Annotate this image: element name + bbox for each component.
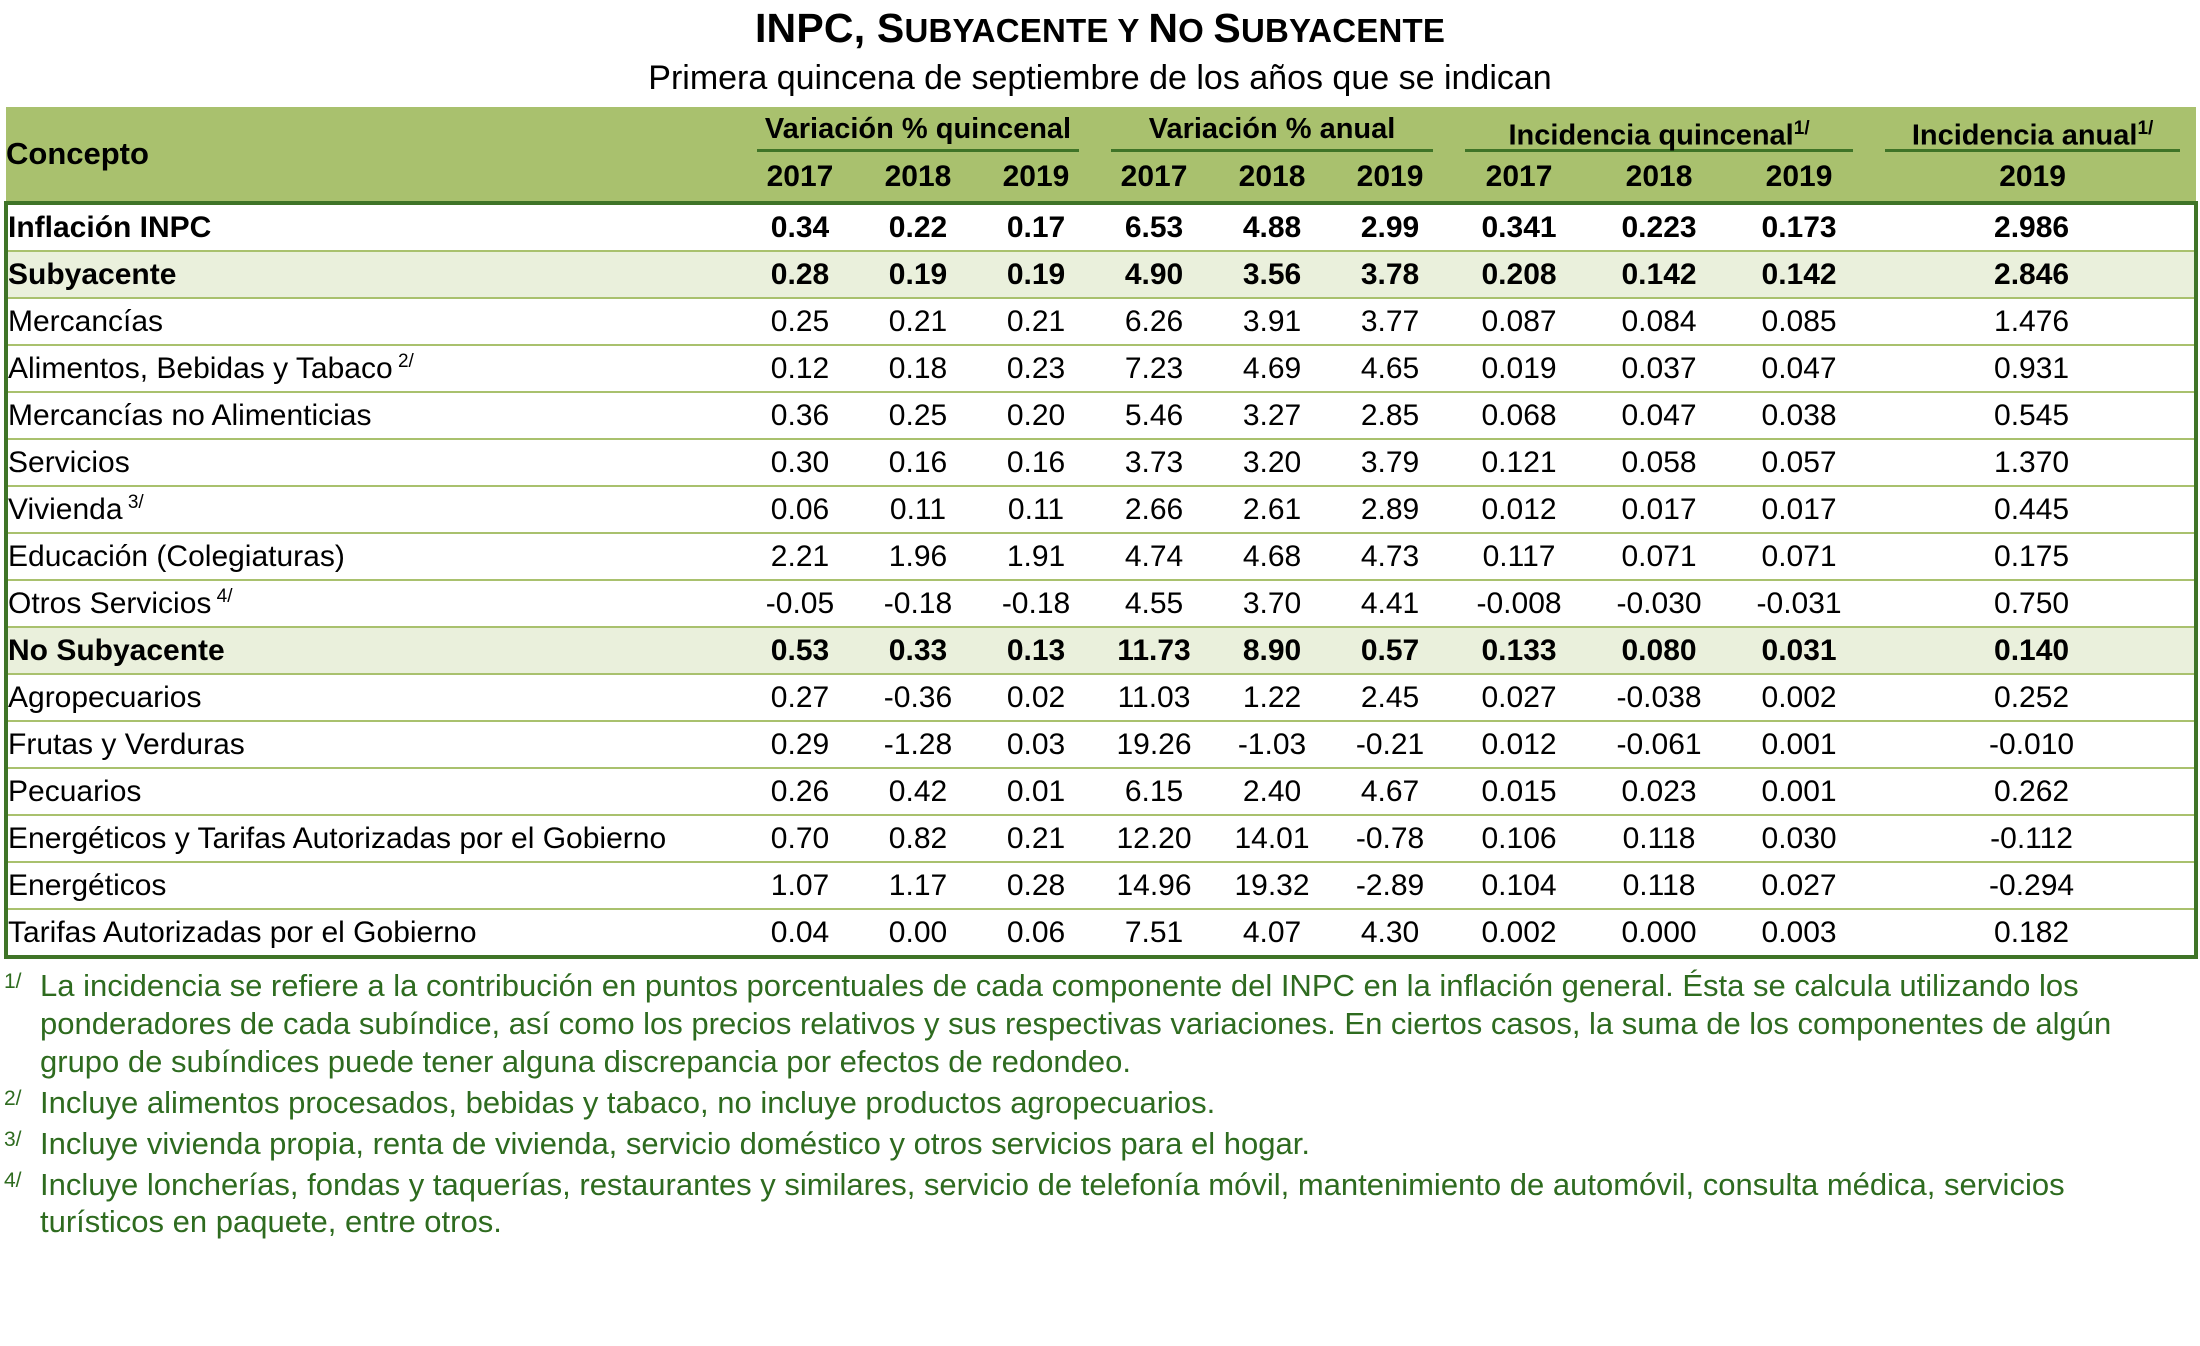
table-cell: 4.88	[1213, 203, 1331, 251]
table-cell: 2.99	[1331, 203, 1449, 251]
table-cell: 3.70	[1213, 580, 1331, 627]
table-cell: 0.058	[1589, 439, 1729, 486]
table-cell: 4.07	[1213, 909, 1331, 957]
table-cell: 4.74	[1095, 533, 1213, 580]
table-row	[6, 203, 2196, 251]
table-cell: 19.26	[1095, 721, 1213, 768]
row-label	[6, 580, 741, 627]
table-cell: 0.25	[859, 392, 977, 439]
row-label-text: Subyacente	[8, 257, 177, 291]
table-cell: -0.061	[1589, 721, 1729, 768]
group-header-variacion-quincenal: Variación % quincenal	[741, 107, 1095, 153]
table-cell: 2.986	[1869, 203, 2196, 251]
table-row	[6, 674, 2196, 721]
table-cell: 5.46	[1095, 392, 1213, 439]
footnote-marker: 3/	[122, 492, 144, 514]
row-label	[6, 815, 741, 862]
table-cell: 0.28	[977, 862, 1095, 909]
table-cell: 0.02	[977, 674, 1095, 721]
table-row	[6, 815, 2196, 862]
table-cell: 0.20	[977, 392, 1095, 439]
table-cell: 1.476	[1869, 298, 2196, 345]
table-cell: 0.22	[859, 203, 977, 251]
table-cell: -2.89	[1331, 862, 1449, 909]
footnote-item	[4, 1084, 2194, 1122]
table-cell: 0.057	[1729, 439, 1869, 486]
table-cell: 0.015	[1449, 768, 1589, 815]
table-cell: 0.341	[1449, 203, 1589, 251]
page-subtitle: Primera quincena de septiembre de los años que se indican	[648, 59, 1552, 98]
table-cell: 0.133	[1449, 627, 1589, 674]
table-cell: -0.05	[741, 580, 859, 627]
table-cell: 0.019	[1449, 345, 1589, 392]
table-cell: 3.78	[1331, 251, 1449, 298]
table-cell: 2.21	[741, 533, 859, 580]
footnote-text: Incluye vivienda propia, renta de vivienda, servicio doméstico y otros servicios para el hogar.	[40, 1125, 1310, 1161]
table-cell: 0.117	[1449, 533, 1589, 580]
footnote-item	[4, 1166, 2194, 1242]
table-row	[6, 768, 2196, 815]
title-part-inpc: INPC,	[754, 5, 866, 51]
table-cell: 2.61	[1213, 486, 1331, 533]
table-cell: 11.73	[1095, 627, 1213, 674]
row-label-text: Agropecuarios	[8, 680, 202, 714]
table-cell: 0.017	[1729, 486, 1869, 533]
table-cell: 0.106	[1449, 815, 1589, 862]
table-cell: 14.96	[1095, 862, 1213, 909]
table-cell: -0.36	[859, 674, 977, 721]
table-cell: 0.30	[741, 439, 859, 486]
row-label	[6, 721, 741, 768]
table-cell: 0.750	[1869, 580, 2196, 627]
table-cell: 0.002	[1449, 909, 1589, 957]
table-cell: 0.037	[1589, 345, 1729, 392]
footnote-item	[4, 967, 2194, 1080]
table-cell: 0.047	[1729, 345, 1869, 392]
column-header-concepto: Concepto	[6, 107, 741, 203]
table-cell: 4.41	[1331, 580, 1449, 627]
table-cell: 0.002	[1729, 674, 1869, 721]
row-label	[6, 862, 741, 909]
column-header-inc-quincenal-2018: 2018	[1589, 153, 1729, 203]
table-cell: 0.223	[1589, 203, 1729, 251]
table-cell: 0.445	[1869, 486, 2196, 533]
table-cell: 8.90	[1213, 627, 1331, 674]
table-cell: 0.118	[1589, 862, 1729, 909]
table-cell: 3.56	[1213, 251, 1331, 298]
table-cell: 6.26	[1095, 298, 1213, 345]
table-cell: 0.06	[977, 909, 1095, 957]
table-cell: 3.73	[1095, 439, 1213, 486]
table-cell: 7.23	[1095, 345, 1213, 392]
table-row	[6, 721, 2196, 768]
row-label-text: Mercancías	[8, 304, 164, 338]
table-cell: 0.012	[1449, 721, 1589, 768]
table-cell: 0.21	[977, 298, 1095, 345]
table-cell: 3.20	[1213, 439, 1331, 486]
table-row	[6, 580, 2196, 627]
footnote-text: Incluye loncherías, fondas y taquerías, restaurantes y similares, servicio de telefonía móvil, mantenimiento de automóvil, consulta médica, servicios turísticos en paquete, entre otros.	[40, 1166, 2065, 1240]
footnote-marker: 3/	[4, 1127, 22, 1151]
table-cell: 0.26	[741, 768, 859, 815]
table-cell: 0.027	[1729, 862, 1869, 909]
table-cell: 1.22	[1213, 674, 1331, 721]
column-header-inc-quincenal-2017: 2017	[1449, 153, 1589, 203]
table-cell: 0.001	[1729, 721, 1869, 768]
table-cell: -0.010	[1869, 721, 2196, 768]
table-cell: 6.15	[1095, 768, 1213, 815]
row-label	[6, 392, 741, 439]
table-cell: 0.121	[1449, 439, 1589, 486]
footnote-marker: 1/	[4, 970, 22, 994]
table-row	[6, 298, 2196, 345]
row-label-text: Pecuarios	[8, 774, 142, 808]
table-cell: 11.03	[1095, 674, 1213, 721]
table-cell: 0.000	[1589, 909, 1729, 957]
table-cell: 0.03	[977, 721, 1095, 768]
table-cell: 0.57	[1331, 627, 1449, 674]
table-row	[6, 627, 2196, 674]
table-cell: -1.03	[1213, 721, 1331, 768]
table-cell: -0.18	[859, 580, 977, 627]
row-label	[6, 674, 741, 721]
row-label-text: Educación (Colegiaturas)	[8, 539, 345, 573]
table-cell: 0.085	[1729, 298, 1869, 345]
table-cell: -1.28	[859, 721, 977, 768]
column-header-quincenal-2018: 2018	[859, 153, 977, 203]
column-header-quincenal-2019: 2019	[977, 153, 1095, 203]
table-cell: 4.68	[1213, 533, 1331, 580]
table-cell: 6.53	[1095, 203, 1213, 251]
table-cell: 0.16	[859, 439, 977, 486]
table-cell: 0.00	[859, 909, 977, 957]
row-label-text: Tarifas Autorizadas por el Gobierno	[8, 915, 477, 949]
table-cell: 0.16	[977, 439, 1095, 486]
table-cell: 0.001	[1729, 768, 1869, 815]
table-cell: 12.20	[1095, 815, 1213, 862]
table-cell: 0.142	[1589, 251, 1729, 298]
row-label-text: No Subyacente	[8, 633, 225, 667]
table-cell: 0.19	[859, 251, 977, 298]
table-cell: 2.85	[1331, 392, 1449, 439]
table-cell: 14.01	[1213, 815, 1331, 862]
table-row	[6, 909, 2196, 957]
table-cell: -0.294	[1869, 862, 2196, 909]
row-label	[6, 627, 741, 674]
row-label	[6, 203, 741, 251]
row-label	[6, 768, 741, 815]
title-part-subyacente: SUBYACENTE	[876, 5, 1109, 51]
table-cell: 0.18	[859, 345, 977, 392]
row-label-text: Otros Servicios	[8, 587, 212, 621]
table-cell: 0.06	[741, 486, 859, 533]
footnote-text: Incluye alimentos procesados, bebidas y tabaco, no incluye productos agropecuarios.	[40, 1084, 1216, 1120]
row-label-text: Energéticos	[8, 868, 167, 902]
table-cell: 0.33	[859, 627, 977, 674]
table-cell: 0.70	[741, 815, 859, 862]
table-cell: -0.038	[1589, 674, 1729, 721]
table-cell: 0.175	[1869, 533, 2196, 580]
column-header-anual-2017: 2017	[1095, 153, 1213, 203]
table-cell: 0.173	[1729, 203, 1869, 251]
footnote-marker-1b: 1/	[2137, 117, 2154, 139]
table-row	[6, 251, 2196, 298]
table-cell: 0.34	[741, 203, 859, 251]
row-label	[6, 533, 741, 580]
footnotes	[4, 967, 2194, 1241]
row-label	[6, 486, 741, 533]
table-cell: 0.003	[1729, 909, 1869, 957]
footnote-marker-1: 1/	[1793, 117, 1810, 139]
title-part-no: NO	[1148, 5, 1214, 51]
table-cell: 0.11	[977, 486, 1095, 533]
table-cell: 4.30	[1331, 909, 1449, 957]
table-row	[6, 862, 2196, 909]
inpc-table	[4, 107, 2198, 959]
row-label-text: Alimentos, Bebidas y Tabaco	[8, 352, 393, 386]
table-cell: 0.068	[1449, 392, 1589, 439]
table-cell: 0.13	[977, 627, 1095, 674]
column-header-anual-2019: 2019	[1331, 153, 1449, 203]
table-cell: 0.21	[859, 298, 977, 345]
table-cell: 0.038	[1729, 392, 1869, 439]
row-label	[6, 251, 741, 298]
table-cell: 0.19	[977, 251, 1095, 298]
column-header-inc-quincenal-2019: 2019	[1729, 153, 1869, 203]
footnote-marker: 2/	[392, 351, 414, 373]
row-label-text: Frutas y Verduras	[8, 727, 245, 761]
table-cell: 0.29	[741, 721, 859, 768]
title-part-subyacente-2: SUBYACENTE	[1213, 5, 1446, 51]
table-cell: 0.031	[1729, 627, 1869, 674]
table-cell: 2.846	[1869, 251, 2196, 298]
row-label	[6, 909, 741, 957]
footnote-marker: 4/	[4, 1168, 22, 1192]
table-cell: 0.23	[977, 345, 1095, 392]
table-cell: 4.55	[1095, 580, 1213, 627]
table-cell: 7.51	[1095, 909, 1213, 957]
table-cell: 0.17	[977, 203, 1095, 251]
table-cell: 0.11	[859, 486, 977, 533]
header-group-row	[6, 107, 2196, 153]
table-row	[6, 345, 2196, 392]
table-cell: 4.67	[1331, 768, 1449, 815]
group-header-incidencia-anual: Incidencia anual$^{1/}$	[1869, 107, 2196, 153]
group-header-variacion-anual: Variación % anual	[1095, 107, 1449, 153]
table-row	[6, 439, 2196, 486]
table-cell: 1.91	[977, 533, 1095, 580]
table-cell: 1.96	[859, 533, 977, 580]
table-cell: 0.545	[1869, 392, 2196, 439]
table-row	[6, 392, 2196, 439]
table-cell: 0.118	[1589, 815, 1729, 862]
table-cell: -0.008	[1449, 580, 1589, 627]
table-cell: 2.66	[1095, 486, 1213, 533]
table-cell: 19.32	[1213, 862, 1331, 909]
column-header-anual-2018: 2018	[1213, 153, 1331, 203]
row-label	[6, 298, 741, 345]
table-cell: -0.031	[1729, 580, 1869, 627]
table-cell: 4.73	[1331, 533, 1449, 580]
table-cell: 0.04	[741, 909, 859, 957]
row-label	[6, 439, 741, 486]
table-cell: 0.53	[741, 627, 859, 674]
table-cell: 3.77	[1331, 298, 1449, 345]
table-cell: 0.36	[741, 392, 859, 439]
column-header-quincenal-2017: 2017	[741, 153, 859, 203]
page-title	[0, 0, 2200, 51]
table-cell: -0.21	[1331, 721, 1449, 768]
table-body	[6, 203, 2196, 957]
table-cell: 4.65	[1331, 345, 1449, 392]
table-row	[6, 486, 2196, 533]
table-cell: -0.112	[1869, 815, 2196, 862]
table-cell: 0.047	[1589, 392, 1729, 439]
title-part-y: Y	[1108, 12, 1149, 49]
table-cell: 0.084	[1589, 298, 1729, 345]
footnote-marker: 2/	[4, 1086, 22, 1110]
table-cell: 0.080	[1589, 627, 1729, 674]
table-cell: 0.104	[1449, 862, 1589, 909]
table-cell: 0.21	[977, 815, 1095, 862]
table-cell: 0.252	[1869, 674, 2196, 721]
footnote-marker: 4/	[211, 586, 233, 608]
row-label-text: Inflación INPC	[8, 210, 212, 244]
column-header-inc-anual-2019: 2019	[1869, 153, 2196, 203]
table-cell: 0.262	[1869, 768, 2196, 815]
row-label-text: Servicios	[8, 445, 130, 479]
table-cell: 0.023	[1589, 768, 1729, 815]
table-cell: -0.030	[1589, 580, 1729, 627]
table-cell: 0.182	[1869, 909, 2196, 957]
table-cell: 0.140	[1869, 627, 2196, 674]
table-cell: 0.027	[1449, 674, 1589, 721]
table-cell: 0.087	[1449, 298, 1589, 345]
table-cell: 0.28	[741, 251, 859, 298]
table-cell: 0.01	[977, 768, 1095, 815]
table-cell: 1.17	[859, 862, 977, 909]
table-cell: 0.208	[1449, 251, 1589, 298]
group-header-incidencia-quincenal: Incidencia quincenal$^{1/}$	[1449, 107, 1869, 153]
row-label-text: Vivienda	[8, 493, 123, 527]
table-cell: 3.27	[1213, 392, 1331, 439]
table-cell: -0.18	[977, 580, 1095, 627]
table-row	[6, 533, 2196, 580]
table-cell: 0.012	[1449, 486, 1589, 533]
table-cell: 0.82	[859, 815, 977, 862]
table-cell: 0.071	[1589, 533, 1729, 580]
table-cell: 2.89	[1331, 486, 1449, 533]
table-cell: 4.90	[1095, 251, 1213, 298]
footnote-item	[4, 1125, 2194, 1163]
table-cell: 0.25	[741, 298, 859, 345]
table-cell: 0.42	[859, 768, 977, 815]
table-cell: 3.79	[1331, 439, 1449, 486]
table-cell: 1.370	[1869, 439, 2196, 486]
table-cell: 0.030	[1729, 815, 1869, 862]
table-cell: 0.071	[1729, 533, 1869, 580]
table-cell: -0.78	[1331, 815, 1449, 862]
table-cell: 1.07	[741, 862, 859, 909]
row-label	[6, 345, 741, 392]
row-label-text: Mercancías no Alimenticias	[8, 398, 372, 432]
table-cell: 2.45	[1331, 674, 1449, 721]
table-cell: 0.931	[1869, 345, 2196, 392]
row-label-text: Energéticos y Tarifas Autorizadas por el Gobierno	[8, 821, 667, 855]
table-cell: 0.12	[741, 345, 859, 392]
table-cell: 0.142	[1729, 251, 1869, 298]
table-cell: 2.40	[1213, 768, 1331, 815]
table-header	[6, 107, 2196, 203]
table-cell: 0.27	[741, 674, 859, 721]
table-cell: 3.91	[1213, 298, 1331, 345]
table-cell: 4.69	[1213, 345, 1331, 392]
table-cell: 0.017	[1589, 486, 1729, 533]
footnote-text: La incidencia se refiere a la contribución en puntos porcentuales de cada componente del INPC en la inflación general. Ésta se calcula utilizando los ponderadores de cada subíndice, así como los precios relativos y sus respectivas variaciones. En ciertos casos, la suma de los componentes de algún grupo de subíndices puede tener alguna discrepancia por efectos de redondeo.	[40, 968, 2112, 1080]
